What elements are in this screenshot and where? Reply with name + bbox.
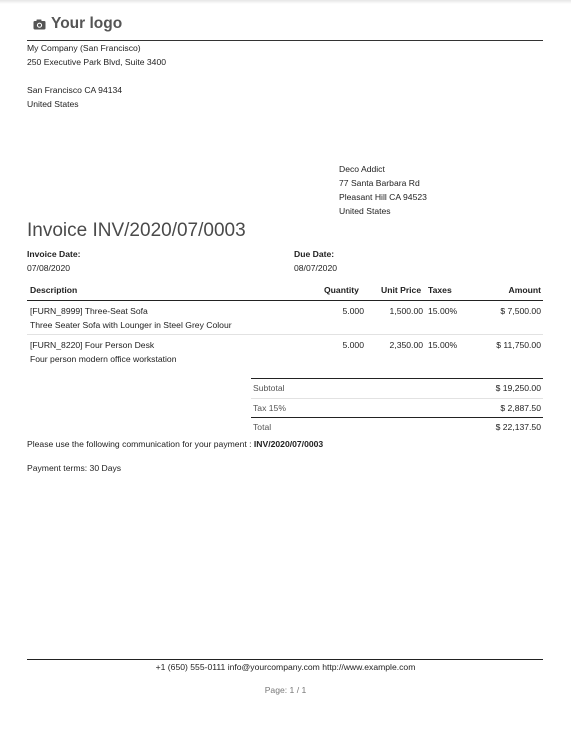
row-description <box>30 338 176 366</box>
table-header-divider <box>27 300 543 301</box>
company-country: United States <box>27 99 79 109</box>
subtotal-label: Subtotal <box>253 383 285 393</box>
row-quantity: 5.000 <box>342 306 364 316</box>
row-title: [FURN_8220] Four Person Desk <box>30 340 155 350</box>
invoice-date-label: Invoice Date: <box>27 249 81 259</box>
total-label: Total <box>253 422 272 432</box>
top-shadow <box>0 0 571 4</box>
company-city: San Francisco CA 94134 <box>27 85 123 95</box>
col-header-description: Description <box>30 285 78 295</box>
payment-communication <box>27 439 323 449</box>
company-address-city <box>27 83 122 111</box>
row-subtitle: Four person modern office workstation <box>30 354 177 364</box>
row-unit-price: 1,500.00 <box>389 306 423 316</box>
col-header-taxes: Taxes <box>428 285 452 295</box>
customer-address <box>339 162 427 218</box>
tax-value: $ 2,887.50 <box>500 403 541 413</box>
total-divider <box>251 417 543 418</box>
payment-reference: INV/2020/07/0003 <box>253 439 324 449</box>
customer-country: United States <box>339 206 391 216</box>
due-date-block <box>294 247 337 275</box>
logo-text: Your logo <box>51 15 123 32</box>
subtotal-value: $ 19,250.00 <box>495 383 541 393</box>
payment-terms: Payment terms: 30 Days <box>27 463 122 473</box>
invoice-date-value: 07/08/2020 <box>27 263 71 273</box>
customer-street: 77 Santa Barbara Rd <box>339 178 420 188</box>
row-amount: $ 11,750.00 <box>496 340 541 350</box>
row-divider <box>27 334 543 335</box>
row-description <box>30 304 232 332</box>
row-taxes: 15.00% <box>428 340 458 350</box>
row-quantity: 5.000 <box>342 340 364 350</box>
subtotal-divider <box>251 398 543 399</box>
row-unit-price: 2,350.00 <box>389 340 423 350</box>
company-street: 250 Executive Park Blvd, Suite 3400 <box>27 57 167 67</box>
row-title: [FURN_8999] Three-Seat Sofa <box>30 306 148 316</box>
col-header-amount: Amount <box>508 285 541 295</box>
row-amount: $ 7,500.00 <box>500 306 541 316</box>
totals-top-divider <box>251 378 543 379</box>
company-address <box>27 41 166 69</box>
col-header-unit-price: Unit Price <box>381 285 422 295</box>
row-subtitle: Three Seater Sofa with Lounger in Steel Grey Colour <box>30 320 232 330</box>
col-header-quantity: Quantity <box>324 285 359 295</box>
customer-name: Deco Addict <box>339 164 385 174</box>
customer-city: Pleasant Hill CA 94523 <box>339 192 427 202</box>
due-date-value: 08/07/2020 <box>294 263 338 273</box>
company-logo <box>33 15 122 33</box>
due-date-label: Due Date: <box>294 249 335 259</box>
invoice-title: Invoice INV/2020/07/0003 <box>27 220 246 241</box>
footer-contact: +1 (650) 555-0111 info@yourcompany.com http://www.example.com <box>155 662 416 672</box>
page-number: Page: 1 / 1 <box>264 685 307 695</box>
total-value: $ 22,137.50 <box>495 422 541 432</box>
camera-icon <box>33 19 46 30</box>
tax-label: Tax 15% <box>253 403 286 413</box>
invoice-date-block <box>27 247 81 275</box>
company-name: My Company (San Francisco) <box>27 43 141 53</box>
row-taxes: 15.00% <box>428 306 458 316</box>
footer-divider <box>27 659 543 660</box>
payment-communication-text: Please use the following communication for your payment : <box>27 439 254 449</box>
